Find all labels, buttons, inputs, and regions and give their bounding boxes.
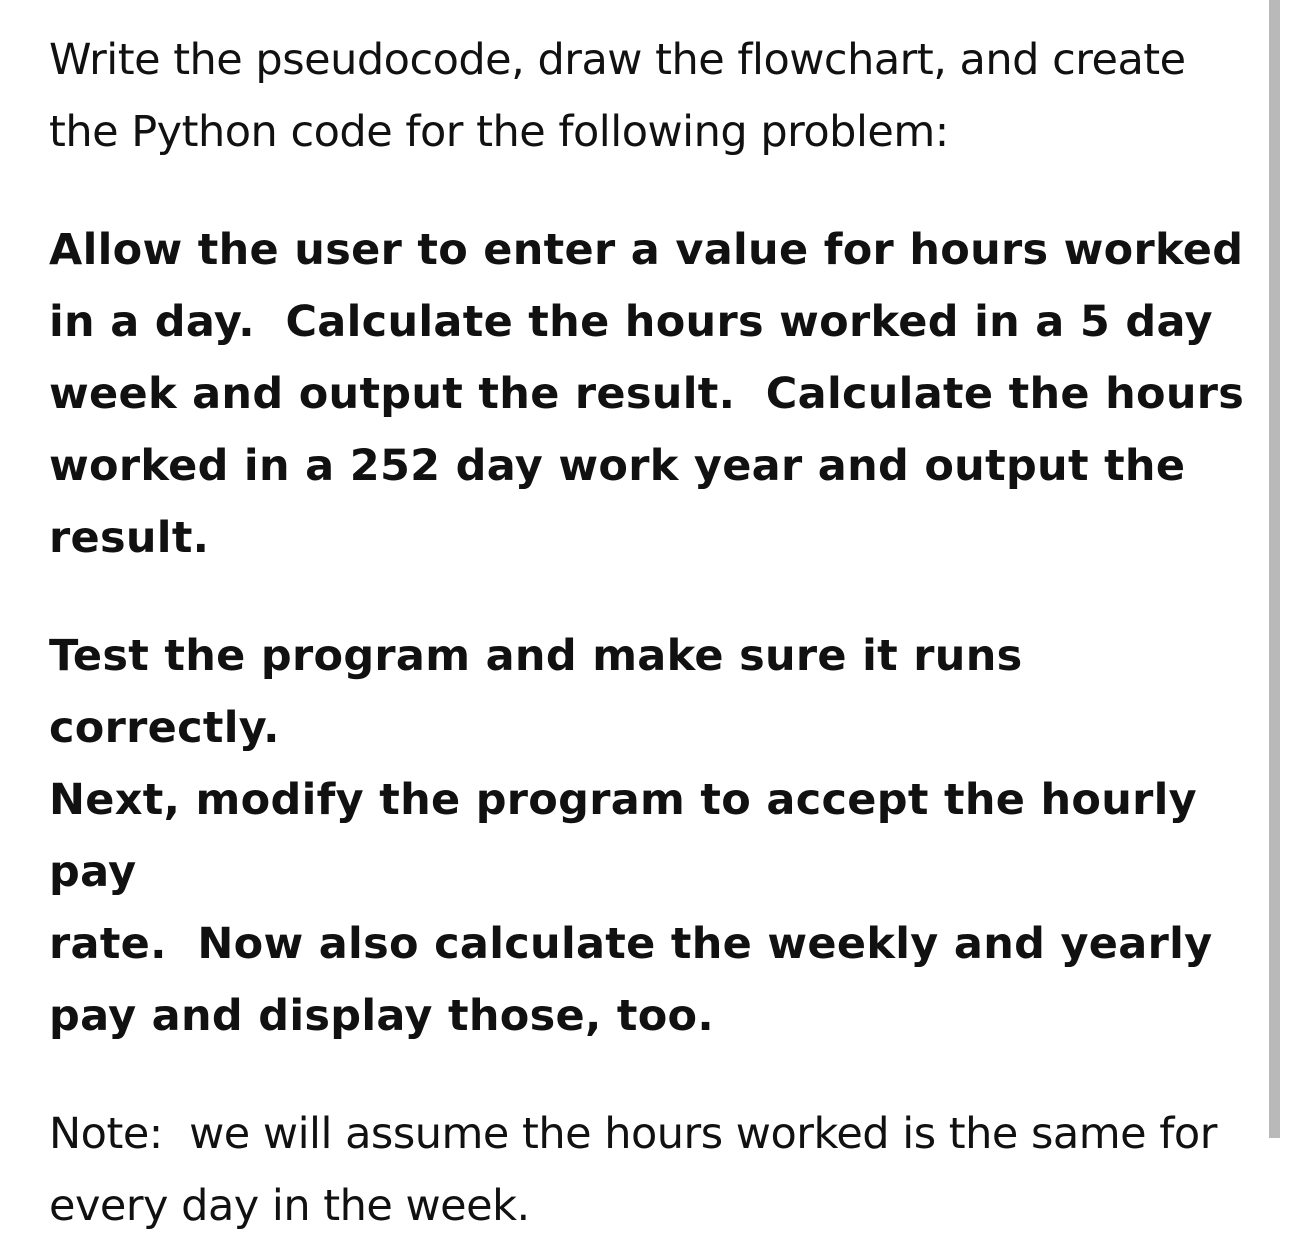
test-paragraph: Test the program and make sure it runs correctly. Next, modify the program to accept the hourly pay rate. Now also calculate the weekly and yearly pay and display those, too.: [49, 631, 1213, 1041]
vertical-scrollbar[interactable]: [1269, 0, 1280, 1138]
intro-paragraph: Write the pseudocode, draw the flowchart, and create the Python code for the following problem:: [49, 35, 1186, 157]
task-paragraph: Allow the user to enter a value for hours worked in a day. Calculate the hours worked in a 5 day week and output the result. Calculate the hours worked in a 252 day work year and output the result.: [49, 225, 1245, 563]
note-paragraph: Note: we will assume the hours worked is the same for every day in the week.: [49, 1109, 1217, 1231]
document-body: [49, 24, 1254, 1242]
